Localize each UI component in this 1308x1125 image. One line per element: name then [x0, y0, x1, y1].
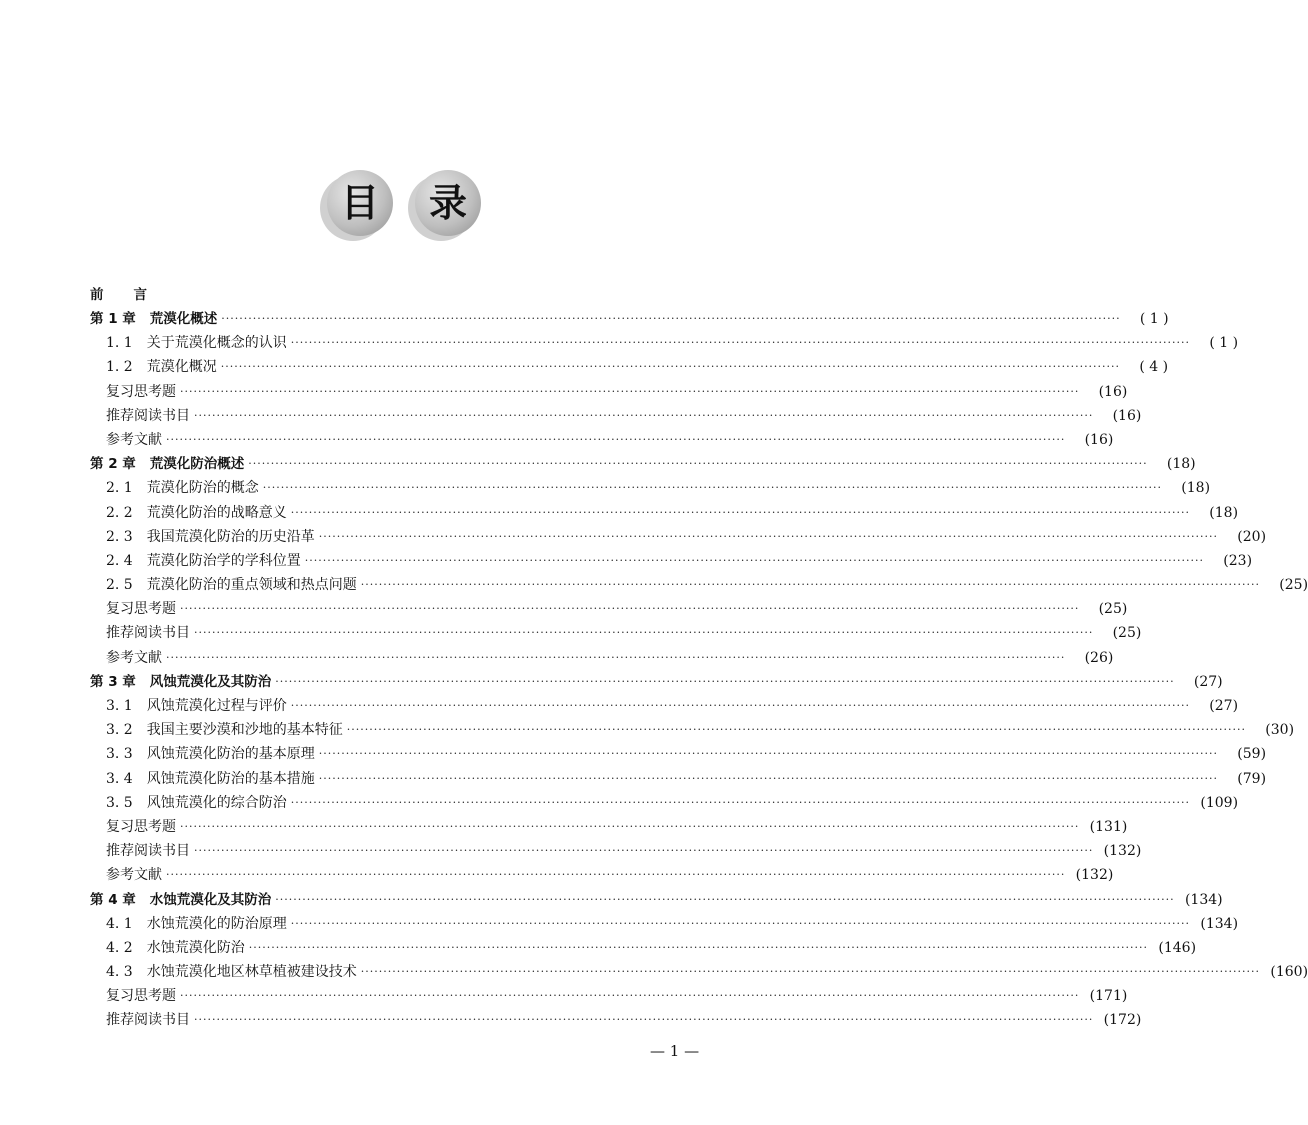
toc-entry-number: 第 4 章 — [90, 891, 136, 908]
toc-entry-number: 1. 1 — [106, 335, 133, 352]
toc-section-row[interactable] — [90, 1008, 1142, 1032]
toc-entry-title: 风蚀荒漠化过程与评价 — [146, 698, 287, 714]
toc-leader-dots: ········································································································································································································ — [318, 771, 1219, 785]
toc-entry-title: 复习思考题 — [106, 988, 176, 1005]
toc-section-row[interactable] — [90, 355, 1169, 379]
toc-page-number: (16) — [1112, 407, 1142, 424]
toc-leader-dots: ········································································································································································································ — [221, 312, 1121, 325]
toc-entry-label — [106, 573, 361, 597]
preface-char-2: 言 — [133, 287, 147, 303]
toc-entry-label — [106, 742, 319, 766]
toc-entry-label — [90, 452, 248, 476]
toc-entry-title: 水蚀荒漠化防治 — [146, 939, 245, 956]
toc-entry-title: 关于荒漠化概念的认识 — [146, 335, 287, 352]
toc-entry-number: 4. 2 — [106, 939, 133, 956]
toc-leader-dots: ········································································································································································································ — [166, 650, 1066, 664]
toc-entry-label — [106, 646, 166, 670]
title-char-2: 录 — [428, 181, 467, 225]
toc-entry-label — [106, 984, 180, 1008]
toc-chapter-row[interactable] — [90, 307, 1169, 331]
toc-chapter-row[interactable] — [90, 452, 1196, 476]
toc-entry-label — [106, 621, 194, 645]
toc-leader-dots: ········································································································································································································ — [180, 384, 1080, 398]
toc-entry-title: 推荐阅读书目 — [106, 407, 190, 424]
toc-entry-title: 风蚀荒漠化防治的基本措施 — [146, 770, 315, 787]
toc-entry-label — [90, 670, 275, 694]
toc-entry-label — [106, 815, 180, 839]
toc-page-number: (172) — [1103, 1012, 1142, 1029]
toc-entry-title: 风蚀荒漠化的综合防治 — [146, 794, 287, 811]
toc-chapter-row[interactable] — [90, 670, 1223, 694]
toc-leader-dots: ········································································································································································································ — [248, 457, 1148, 471]
toc-entry-title: 风蚀荒漠化防治的基本原理 — [146, 746, 315, 763]
toc-page-number: (171) — [1089, 988, 1128, 1005]
toc-page-number: (160) — [1270, 964, 1308, 981]
toc-page-number: (25) — [1098, 601, 1128, 618]
toc-entry-label — [106, 525, 319, 549]
toc-page-number: (146) — [1158, 939, 1197, 956]
toc-entry-title: 荒漠化防治的战略意义 — [146, 504, 287, 521]
toc-leader-dots: ········································································································································································································ — [275, 892, 1175, 906]
preface-heading[interactable] — [90, 283, 147, 307]
toc-leader-dots: ········································································································································································································ — [194, 408, 1094, 422]
toc-section-row[interactable] — [90, 863, 1114, 887]
toc-page-number: (16) — [1084, 431, 1114, 448]
toc-entry-title: 荒漠化防治的重点领域和热点问题 — [146, 577, 357, 594]
toc-section-row[interactable] — [90, 380, 1128, 404]
toc-leader-dots: ········································································································································································································ — [290, 916, 1191, 930]
toc-entry-title: 荒漠化概述 — [149, 311, 218, 327]
toc-entry-label — [106, 718, 347, 742]
toc-entry-number: 2. 4 — [106, 552, 133, 569]
toc-section-row[interactable] — [90, 476, 1211, 500]
toc-section-row[interactable] — [90, 573, 1308, 597]
toc-entry-title: 水蚀荒漠化及其防治 — [149, 891, 272, 908]
toc-entry-label — [106, 404, 194, 428]
toc-leader-dots: ········································································································································································································ — [318, 529, 1219, 543]
toc-leader-dots: ········································································································································································································ — [360, 578, 1261, 592]
toc-entry-title: 复习思考题 — [106, 383, 176, 400]
toc-section-row[interactable] — [90, 791, 1239, 815]
toc-entry-label — [90, 307, 221, 331]
toc-section-row[interactable] — [90, 839, 1142, 863]
toc-section-row[interactable] — [90, 331, 1239, 355]
toc-entry-label — [106, 331, 291, 355]
toc-entry-title: 水蚀荒漠化地区林草植被建设技术 — [146, 964, 357, 981]
toc-leader-dots: ········································································································································································································ — [290, 699, 1191, 712]
toc-entry-title: 风蚀荒漠化及其防治 — [149, 673, 272, 690]
toc-page-number: (134) — [1200, 915, 1239, 932]
toc-entry-title: 水蚀荒漠化的防治原理 — [146, 915, 287, 932]
toc-entry-title: 推荐阅读书目 — [106, 1012, 190, 1029]
toc-page-number: (132) — [1075, 867, 1114, 884]
title-badge-2 — [415, 170, 481, 236]
toc-entry-label — [106, 501, 291, 525]
toc-entry-label — [106, 839, 194, 863]
toc-entry-label — [106, 428, 166, 452]
toc-entry-label — [106, 960, 361, 984]
toc-entry-number: 2. 2 — [106, 504, 133, 521]
toc-entry-number: 1. 2 — [106, 359, 133, 376]
toc-leader-dots: ········································································································································································································ — [180, 819, 1080, 833]
toc-entry-label — [106, 767, 319, 791]
toc-entry-number: 3. 4 — [106, 770, 133, 787]
toc-entry-number: 2. 5 — [106, 577, 133, 594]
toc-leader-dots: ········································································································································································································ — [194, 1013, 1094, 1027]
toc-leader-dots: ········································································································································································································ — [304, 553, 1205, 567]
toc-page-number: (18) — [1166, 456, 1196, 473]
toc-page-number: (25) — [1112, 625, 1142, 642]
toc-entry-label — [106, 549, 305, 573]
toc-leader-dots: ········································································································································································································ — [262, 481, 1163, 495]
toc-section-row[interactable] — [90, 815, 1128, 839]
toc-section-row[interactable] — [90, 984, 1128, 1008]
toc-leader-dots: ········································································································································································································ — [220, 360, 1121, 374]
toc-title — [0, 170, 800, 242]
toc-entry-label — [106, 380, 180, 404]
toc-page-number: (23) — [1223, 552, 1253, 569]
toc-entry-title: 参考文献 — [106, 649, 162, 666]
toc-entry-number: 3. 1 — [106, 698, 133, 714]
toc-leader-dots: ········································································································································································································ — [318, 747, 1219, 761]
toc-page-number: (25) — [1279, 577, 1308, 594]
table-of-contents — [90, 307, 1308, 1033]
toc-entry-title: 荒漠化防治概述 — [149, 456, 245, 473]
toc-leader-dots: ········································································································································································································ — [248, 940, 1149, 954]
title-char-1: 目 — [340, 181, 379, 225]
toc-section-row[interactable] — [90, 621, 1142, 645]
toc-page-number: ( 1 ) — [1139, 311, 1169, 327]
toc-section-row[interactable] — [90, 936, 1197, 960]
toc-entry-label — [106, 476, 263, 500]
toc-section-row[interactable] — [90, 646, 1114, 670]
toc-entry-title: 我国荒漠化防治的历史沿革 — [146, 528, 315, 545]
toc-page-number: (30) — [1265, 722, 1295, 739]
toc-leader-dots: ········································································································································································································ — [194, 626, 1094, 640]
toc-entry-title: 推荐阅读书目 — [106, 625, 190, 642]
toc-entry-title: 复习思考题 — [106, 818, 176, 835]
toc-leader-dots: ········································································································································································································ — [290, 336, 1191, 350]
toc-section-row[interactable] — [90, 912, 1239, 936]
toc-entry-number: 3. 3 — [106, 746, 133, 763]
toc-entry-title: 荒漠化概况 — [146, 359, 217, 376]
toc-leader-dots: ········································································································································································································ — [194, 844, 1094, 858]
toc-entry-number: 第 1 章 — [90, 311, 136, 327]
toc-page-number: ( 4 ) — [1139, 359, 1169, 376]
toc-page-number: (20) — [1237, 528, 1267, 545]
toc-page-number: (79) — [1237, 770, 1267, 787]
toc-entry-label — [106, 355, 221, 379]
toc-leader-dots: ········································································································································································································ — [166, 868, 1066, 882]
toc-entry-number: 4. 3 — [106, 964, 133, 981]
toc-entry-label — [106, 863, 166, 887]
toc-entry-number: 3. 2 — [106, 722, 133, 739]
toc-page-number: (59) — [1237, 746, 1267, 763]
toc-section-row[interactable] — [90, 960, 1308, 984]
toc-entry-title: 我国主要沙漠和沙地的基本特征 — [146, 722, 343, 739]
toc-page-number: (18) — [1181, 480, 1211, 497]
toc-page-number: (26) — [1084, 649, 1114, 666]
toc-entry-number: 2. 3 — [106, 528, 133, 545]
toc-page-number: (27) — [1193, 673, 1223, 690]
toc-page-number: (18) — [1209, 504, 1239, 521]
toc-entry-number: 第 2 章 — [90, 456, 136, 473]
toc-section-row[interactable] — [90, 767, 1267, 791]
toc-leader-dots: ········································································································································································································ — [290, 795, 1191, 809]
toc-section-row[interactable] — [90, 428, 1114, 452]
toc-leader-dots: ········································································································································································································ — [360, 965, 1261, 979]
toc-entry-number: 4. 1 — [106, 915, 133, 932]
toc-page-number: (16) — [1098, 383, 1128, 400]
toc-entry-label — [106, 936, 249, 960]
toc-page-number: (132) — [1103, 843, 1142, 860]
toc-section-row[interactable] — [90, 501, 1239, 525]
toc-entry-title: 荒漠化防治的概念 — [146, 480, 259, 497]
toc-section-row[interactable] — [90, 525, 1267, 549]
toc-leader-dots: ········································································································································································································ — [275, 674, 1175, 688]
toc-entry-title: 推荐阅读书目 — [106, 843, 190, 860]
toc-entry-label — [106, 791, 291, 815]
toc-leader-dots: ········································································································································································································ — [346, 723, 1247, 737]
toc-entry-title: 参考文献 — [106, 867, 162, 884]
toc-entry-number: 2. 1 — [106, 480, 133, 497]
toc-entry-label — [106, 597, 180, 621]
toc-entry-title: 参考文献 — [106, 431, 162, 448]
toc-page-number: (131) — [1089, 818, 1128, 835]
title-badge-1 — [327, 170, 393, 236]
toc-section-row[interactable] — [90, 694, 1239, 718]
toc-section-row[interactable] — [90, 742, 1267, 766]
toc-entry-number: 3. 5 — [106, 794, 133, 811]
toc-entry-title: 复习思考题 — [106, 601, 176, 618]
toc-leader-dots: ········································································································································································································ — [290, 505, 1191, 519]
toc-page-number: (27) — [1209, 698, 1239, 714]
toc-entry-label — [106, 1008, 194, 1032]
toc-leader-dots: ········································································································································································································ — [166, 432, 1066, 446]
toc-section-row[interactable] — [90, 404, 1142, 428]
toc-section-row[interactable] — [90, 718, 1295, 742]
toc-entry-title: 荒漠化防治学的学科位置 — [146, 552, 301, 569]
toc-page-number: (134) — [1184, 891, 1223, 908]
toc-entry-label — [90, 888, 275, 912]
toc-entry-number: 第 3 章 — [90, 673, 136, 690]
toc-page-number: (109) — [1200, 794, 1239, 811]
toc-leader-dots: ········································································································································································································ — [180, 989, 1080, 1003]
toc-entry-label — [106, 912, 291, 936]
toc-section-row[interactable] — [90, 597, 1128, 621]
toc-section-row[interactable] — [90, 549, 1253, 573]
page-number: — 1 — — [650, 1042, 700, 1060]
toc-leader-dots: ········································································································································································································ — [180, 602, 1080, 616]
preface-char-1: 前 — [90, 287, 104, 303]
toc-entry-label — [106, 694, 291, 718]
toc-chapter-row[interactable] — [90, 888, 1223, 912]
toc-page-number: ( 1 ) — [1209, 335, 1239, 352]
